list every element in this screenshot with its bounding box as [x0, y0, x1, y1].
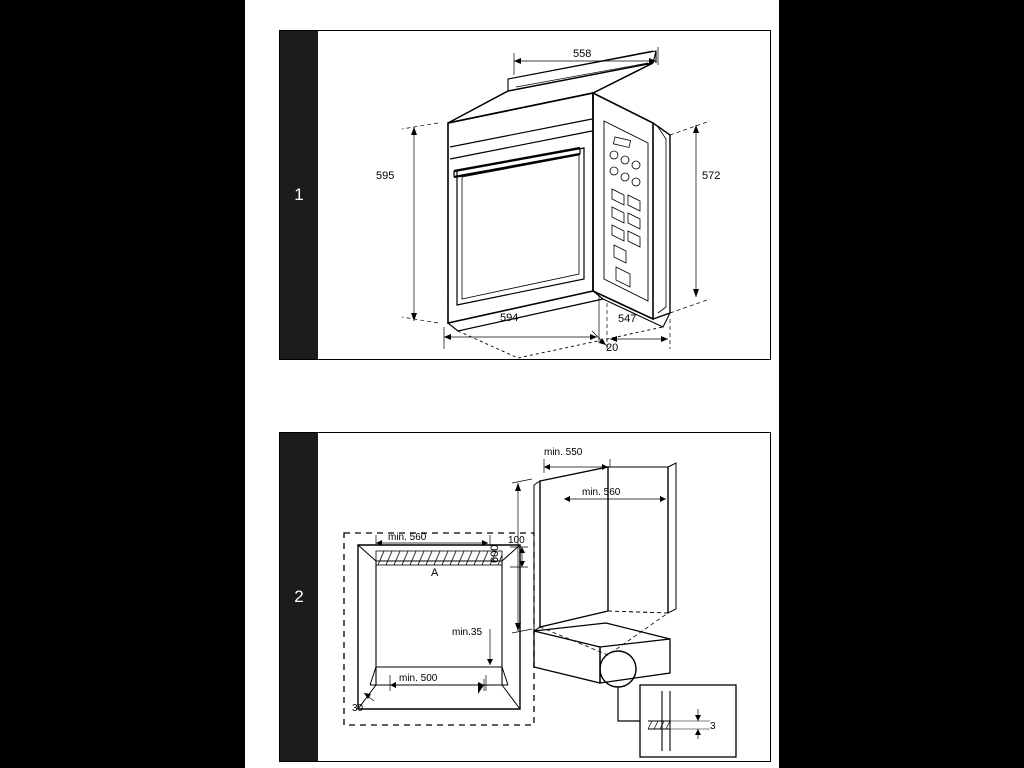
- dim-min560-niche-label: min. 560: [582, 487, 621, 498]
- dim-min560-cutout-label: min. 560: [388, 532, 427, 543]
- dim-558-label: 558: [573, 48, 592, 60]
- figure-2-number-label: 2: [294, 587, 304, 606]
- figure-1-body: [318, 31, 770, 359]
- dim-min550-label: min. 550: [544, 447, 583, 458]
- cabinet-cutout-drawing: [318, 433, 772, 761]
- figure-2-body: [318, 433, 770, 761]
- label-vent-area-a: A: [431, 567, 439, 579]
- dim-30-label: 30: [352, 703, 364, 714]
- figure-1-panel: [279, 30, 771, 360]
- dim-572-label: 572: [702, 170, 721, 182]
- dim-595-label: 595: [376, 170, 395, 182]
- figure-1-number: [280, 31, 318, 359]
- dim-3-label: 3: [710, 721, 716, 732]
- dim-100-label: 100: [508, 535, 525, 546]
- dim-min35-label: min.35: [452, 627, 483, 638]
- dim-20-label: 20: [606, 342, 619, 354]
- document-page: [245, 0, 779, 768]
- dim-min500-label: min. 500: [399, 673, 438, 684]
- figure-1-number-label: 1: [294, 185, 304, 204]
- dim-600-label: 600: [489, 544, 501, 563]
- dim-547-label: 547: [618, 313, 637, 325]
- oven-dimension-drawing: [318, 31, 772, 359]
- dim-594-label: 594: [500, 312, 519, 324]
- figure-2-number: [280, 433, 318, 761]
- figure-2-panel: [279, 432, 771, 762]
